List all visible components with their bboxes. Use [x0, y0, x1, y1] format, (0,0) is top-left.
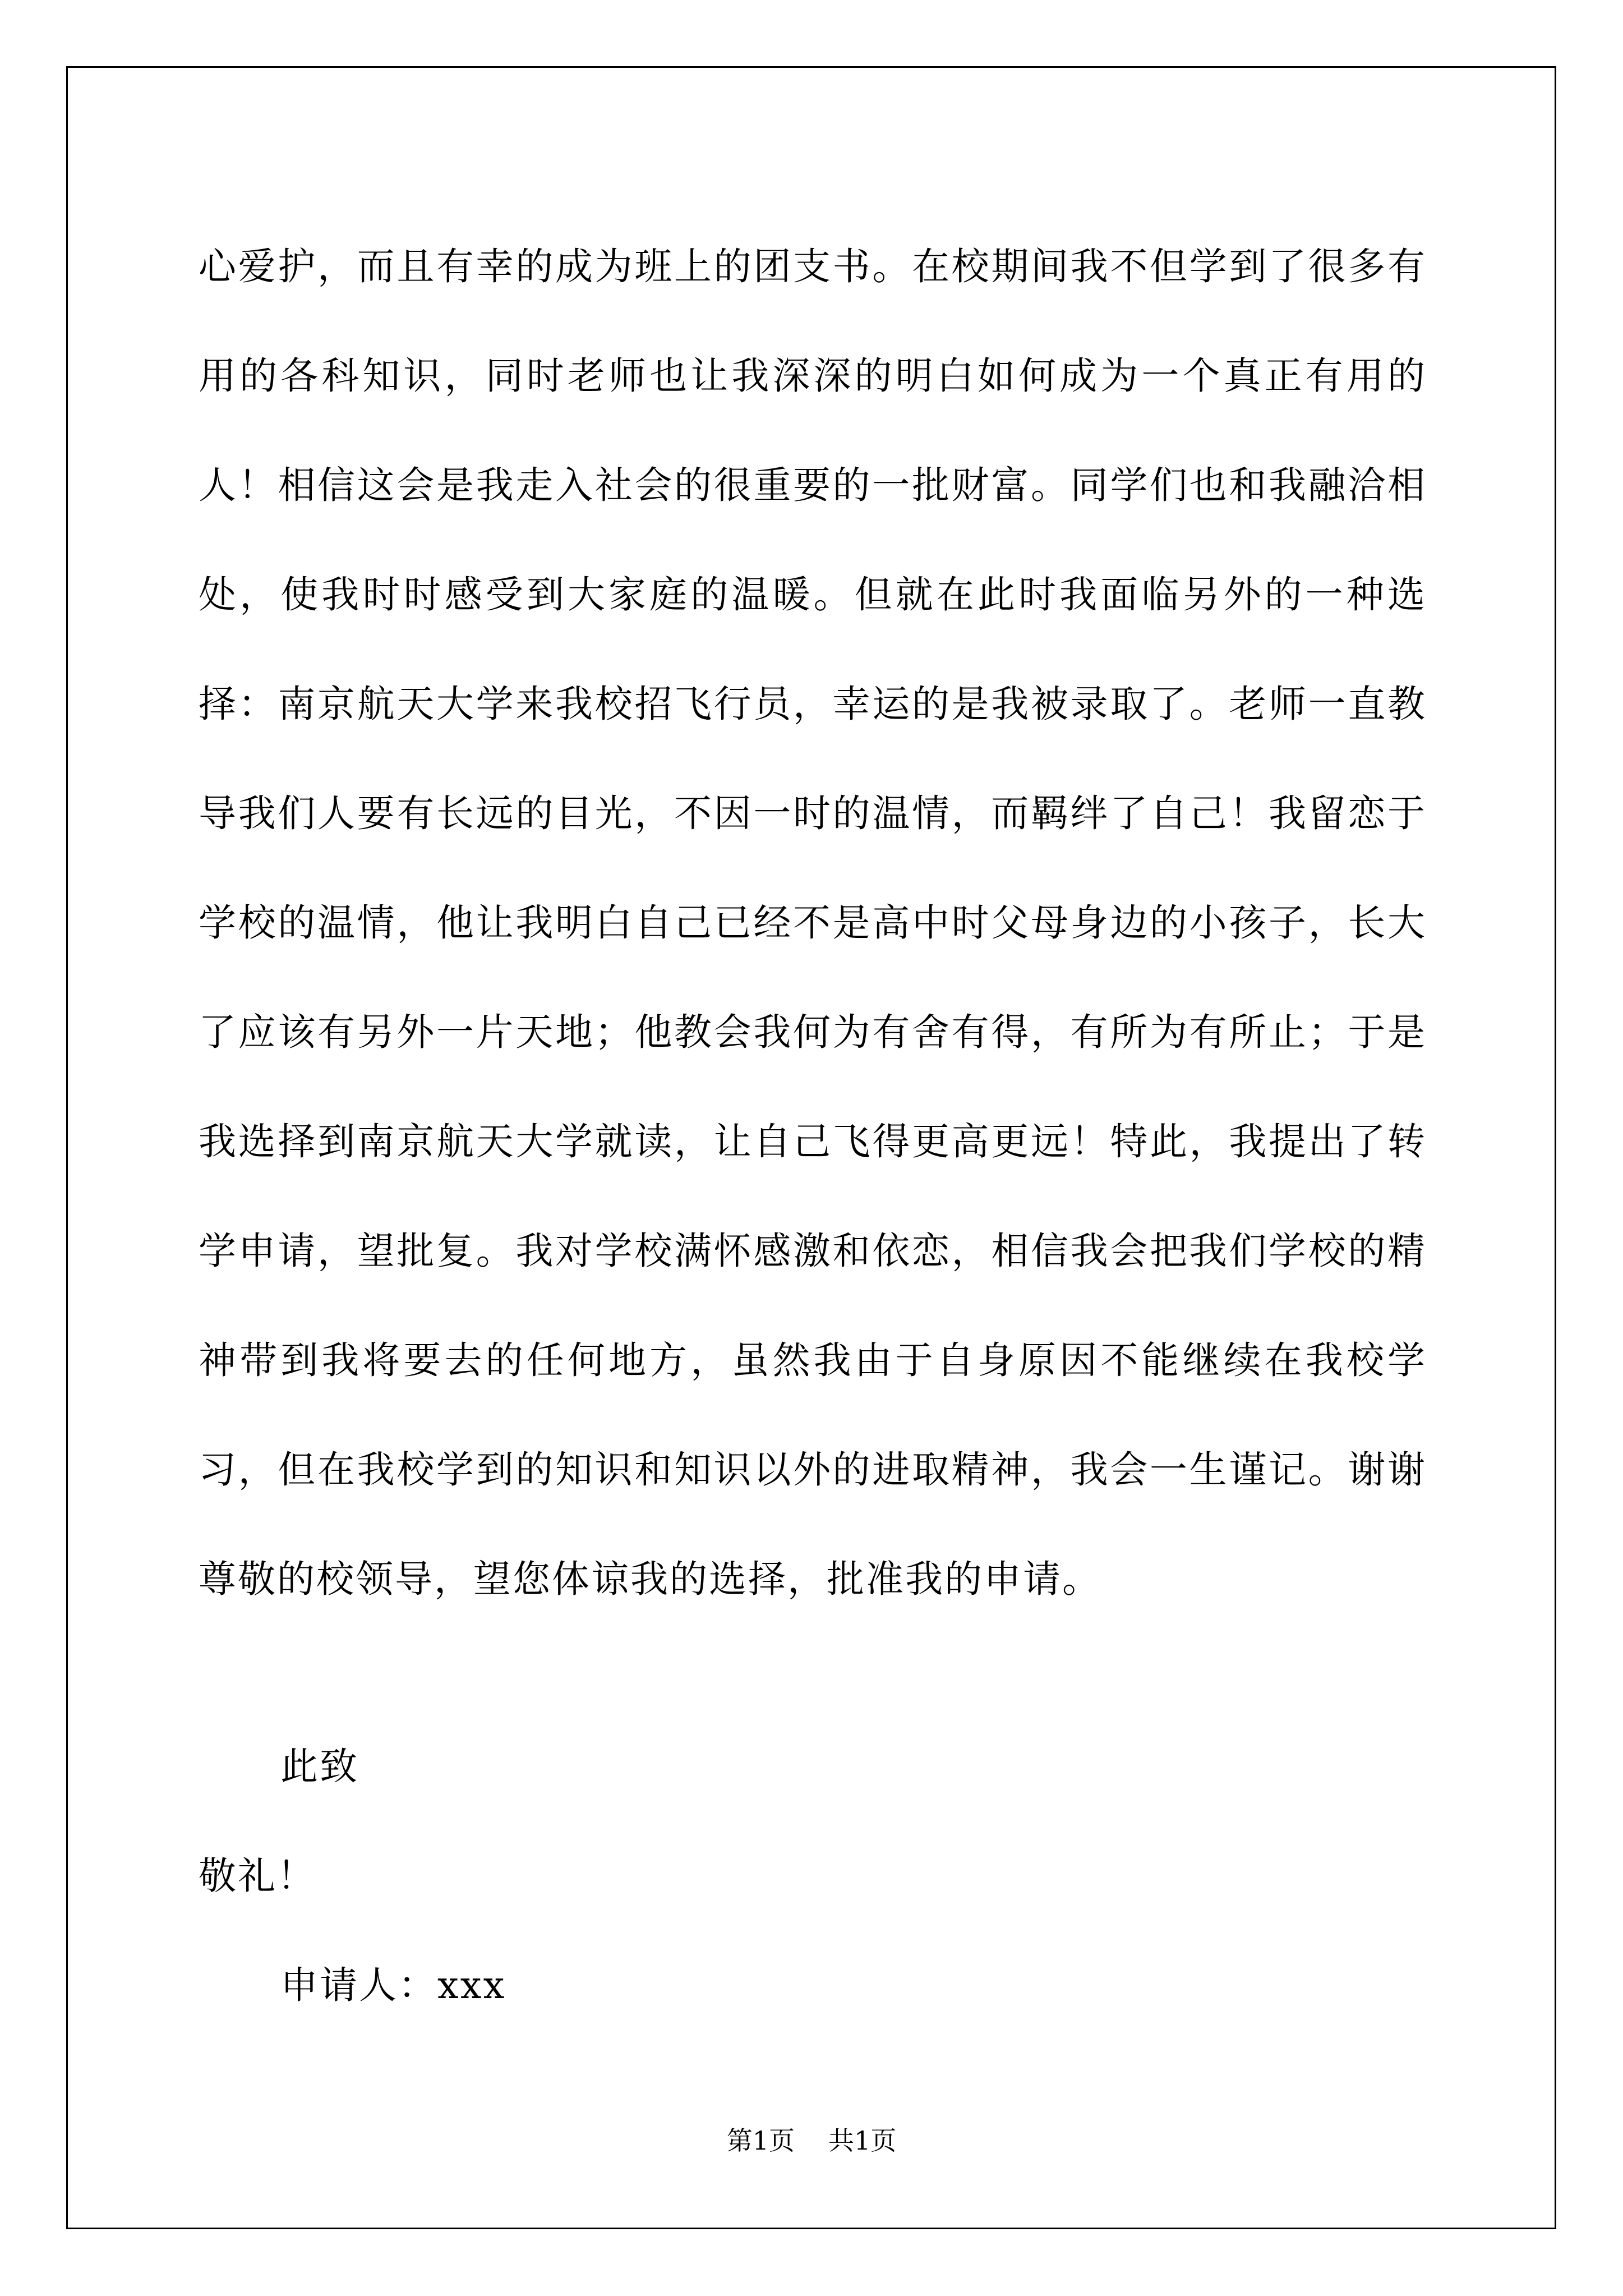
page-current: 第1页 [726, 2125, 795, 2156]
signature-name: xxx [437, 1963, 506, 2007]
page-total: 共1页 [828, 2125, 897, 2156]
signature-label: 申请人： [280, 1963, 437, 2007]
page-footer [0, 2120, 1623, 2157]
salutation: 此致 [280, 1745, 359, 1788]
letter-body: 心爱护，而且有幸的成为班上的团支书。在校期间我不但学到了很多有用的各科知识，同时老师也让我深深的明白如何成为一个真正有用的人！相信这会是我走入社会的很重要的一批财富。同学们也和我融洽相处，使我时时感受到大家庭的温暖。但就在此时我面临另外的一种选择：南京航天大学来我校招飞行员，幸运的是我被录取了。老师一直教导我们人要有长远的目光，不因一时的温情，而羁绊了自己！我留恋于学校的温情，他让我明白自己已经不是高中时父母身边的小孩子，长大了应该有另外一片天地；他教会我何为有舍有得，有所为有所止；于是我选择到南京航天大学就读，让自己飞得更高更远！特此，我提出了转学申请，望批复。我对学校满怀感激和依恋，相信我会把我们学校的精神带到我将要去的任何地方，虽然我由于自身原因不能继续在我校学习，但在我校学到的知识和知识以外的进取精神，我会一生谨记。谢谢尊敬的校领导，望您体谅我的选择，批准我的申请。 [199, 245, 1427, 1601]
signature-line [280, 1931, 506, 2040]
regards: 敬礼！ [199, 1854, 316, 1898]
